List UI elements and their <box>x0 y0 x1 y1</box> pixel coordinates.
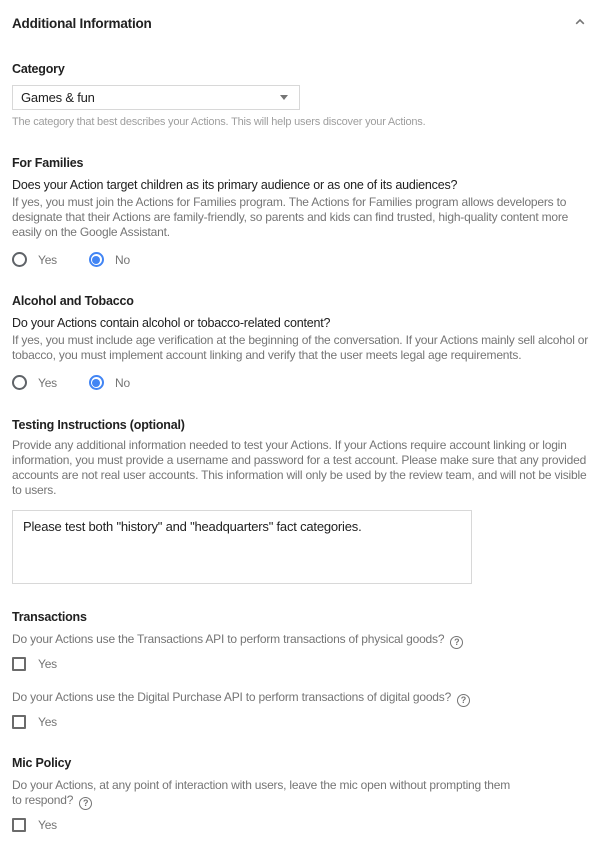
radio-label-yes: Yes <box>38 252 57 267</box>
radio-label-no: No <box>114 252 130 267</box>
for-families-heading: For Families <box>12 156 84 170</box>
checkbox-label: Yes <box>38 657 57 671</box>
page-title: Additional Information <box>12 16 152 31</box>
mic-policy-checkbox[interactable] <box>12 818 593 832</box>
testing-instructions-input[interactable] <box>12 510 472 584</box>
alcohol-tobacco-radio-group <box>12 375 593 390</box>
panel-header <box>12 0 593 32</box>
alcohol-tobacco-no-radio[interactable] <box>89 375 130 390</box>
checkbox-label: Yes <box>38 715 57 729</box>
radio-unchecked-icon <box>12 252 27 267</box>
transactions-digital-question-text: Do your Actions use the Digital Purchase API to perform transactions of digital goods? <box>12 690 452 704</box>
testing-instructions-helper-text: Provide any additional information needed to test your Actions. If your Actions require account linking or login information, you must provide a username and password for a test account. Please make sure that any provided accounts are not real user accounts. This information will only be used by the review team, and will not be visible to users. <box>12 438 587 497</box>
radio-label-yes: Yes <box>38 375 57 390</box>
radio-checked-icon <box>89 375 104 390</box>
collapse-section-button[interactable] <box>573 15 587 32</box>
help-icon[interactable]: ? <box>79 797 92 810</box>
radio-unchecked-icon <box>12 375 27 390</box>
dropdown-arrow-icon <box>280 95 288 100</box>
transactions-digital-question <box>12 690 593 707</box>
category-select[interactable] <box>12 85 300 110</box>
category-helper-text: The category that best describes your Actions. This will help users discover your Actions. <box>12 116 426 128</box>
alcohol-tobacco-heading: Alcohol and Tobacco <box>12 294 134 308</box>
radio-label-no: No <box>114 375 130 390</box>
testing-instructions-heading: Testing Instructions (optional) <box>12 418 185 432</box>
checkbox-label: Yes <box>38 818 57 832</box>
mic-policy-question-text: Do your Actions, at any point of interaction with users, leave the mic open without prompting them to respond? <box>12 778 511 807</box>
checkbox-unchecked-icon <box>12 715 26 729</box>
alcohol-tobacco-yes-radio[interactable] <box>12 375 57 390</box>
alcohol-tobacco-question: Do your Actions contain alcohol or tobacco-related content? <box>12 316 331 330</box>
transactions-digital-checkbox[interactable] <box>12 715 593 729</box>
help-icon[interactable]: ? <box>450 636 463 649</box>
mic-policy-question <box>12 778 517 810</box>
checkbox-unchecked-icon <box>12 657 26 671</box>
radio-checked-icon <box>89 252 104 267</box>
alcohol-tobacco-helper-text: If yes, you must include age verification at the beginning of the conversation. If your Actions mainly sell alcohol or tobacco, you must implement account linking and verify that the user meets legal age requirements. <box>12 333 589 362</box>
checkbox-unchecked-icon <box>12 818 26 832</box>
mic-policy-heading: Mic Policy <box>12 756 72 770</box>
category-label: Category <box>12 62 65 76</box>
transactions-physical-question <box>12 632 593 649</box>
chevron-up-icon <box>573 15 587 32</box>
category-selected-value: Games & fun <box>21 90 95 105</box>
transactions-physical-checkbox[interactable] <box>12 657 593 671</box>
for-families-helper-text: If yes, you must join the Actions for Families program. The Actions for Families program allows developers to designate that their Actions are family-friendly, so parents and kids can find trusted, high-quality content more easily on the Google Assistant. <box>12 195 569 239</box>
for-families-no-radio[interactable] <box>89 252 130 267</box>
for-families-yes-radio[interactable] <box>12 252 57 267</box>
for-families-radio-group <box>12 252 593 267</box>
transactions-heading: Transactions <box>12 610 87 624</box>
transactions-physical-question-text: Do your Actions use the Transactions API to perform transactions of physical goods? <box>12 632 445 646</box>
for-families-question: Does your Action target children as its primary audience or as one of its audiences? <box>12 178 458 192</box>
help-icon[interactable]: ? <box>457 694 470 707</box>
